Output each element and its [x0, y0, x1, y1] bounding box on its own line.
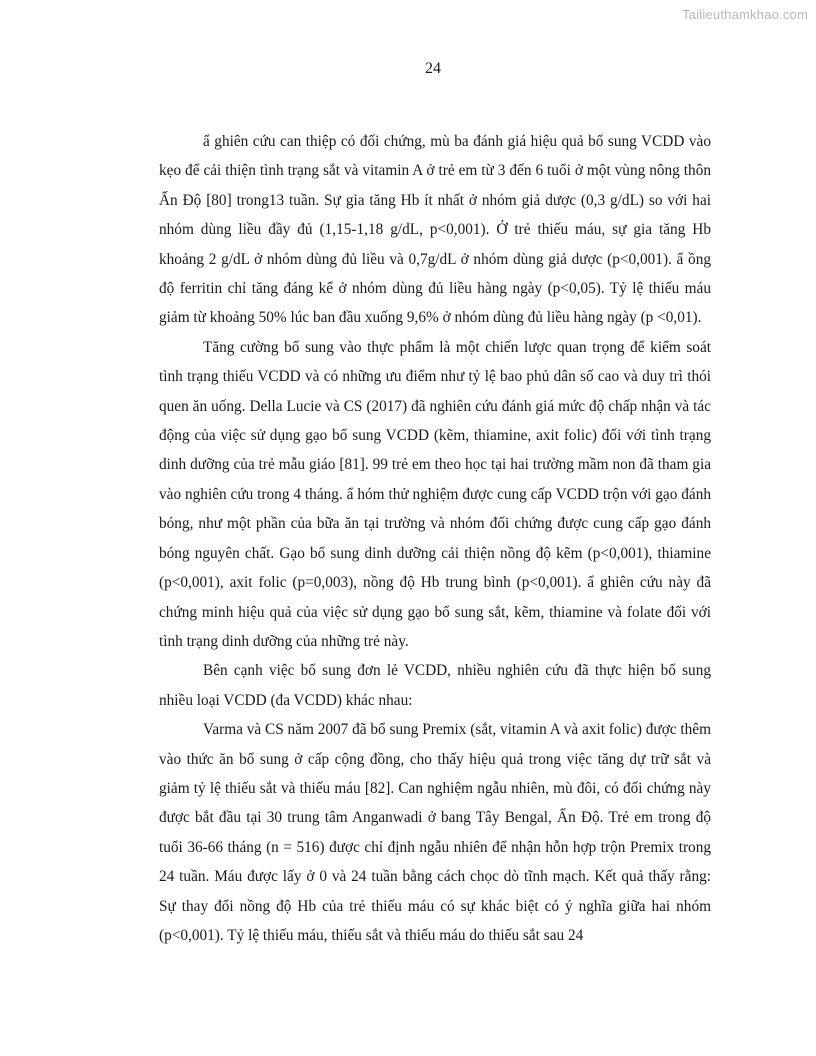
page-number: 24 [425, 60, 441, 77]
paragraph: Bên cạnh việc bổ sung đơn lẻ VCDD, nhiều nghiên cứu đã thực hiện bổ sung nhiều loại VCDD (đa VCDD) khác nhau: [159, 662, 711, 709]
paragraph: Tăng cường bổ sung vào thực phẩm là một chiến lược quan trọng để kiểm soát tình trạng thiếu VCDD và có những ưu điểm như tỷ lệ bao phủ dân số cao và duy trì thói quen ăn uống. Della Lucie và CS (2017) đã nghiên cứu đánh giá mức độ chấp nhận và tác động của việc sử dụng gạo bổ sung VCDD (kẽm, thiamine, axit folic) đối với tình trạng dinh dưỡng của trẻ mẫu giáo [81]. 99 trẻ em theo học tại hai trường mầm non đã tham gia vào nghiên cứu trong 4 tháng. ẩ hóm thử nghiệm được cung cấp VCDD trộn với gạo đánh bóng, như một phần của bữa ăn tại trường và nhóm đối chứng được cung cấp gạo đánh bóng nguyên chất. Gạo bổ sung dinh dưỡng cải thiện nồng độ kẽm (p<0,001), thiamine (p<0,001), axit folic (p=0,003), nồng độ Hb trung bình (p<0,001). ẩ ghiên cứu này đã chứng minh hiệu quả của việc sử dụng gạo bổ sung sắt, kẽm, thiamine và folate đối với tình trạng dinh dưỡng của những trẻ này. [159, 338, 711, 650]
document-body [159, 127, 711, 950]
watermark: Tailieuthamkhao.com [682, 7, 808, 22]
paragraph: ẩ ghiên cứu can thiệp có đối chứng, mù ba đánh giá hiệu quả bổ sung VCDD vào kẹo để cải thiện tình trạng sắt và vitamin A ở trẻ em từ 3 đến 6 tuổi ở một vùng nông thôn Ấn Độ [80] trong13 tuần. Sự gia tăng Hb ít nhất ở nhóm giả dược (0,3 g/dL) so với hai nhóm dùng liều đầy đủ (1,15-1,18 g/dL, p<0,001). Ở trẻ thiếu máu, sự gia tăng Hb khoảng 2 g/dL ở nhóm dùng đủ liều và 0,7g/dL ở nhóm dùng giả dược (p<0,001). ẩ ồng độ ferritin chỉ tăng đáng kể ở nhóm dùng đủ liều hàng ngày (p<0,05). Tỷ lệ thiếu máu giảm từ khoảng 50% lúc ban đầu xuống 9,6% ở nhóm dùng đủ liều hàng ngày (p <0,01). [159, 133, 711, 327]
paragraph: Varma và CS năm 2007 đã bổ sung Premix (sắt, vitamin A và axit folic) được thêm vào thức ăn bổ sung ở cấp cộng đồng, cho thấy hiệu quả trong việc tăng dự trữ sắt và giảm tỷ lệ thiếu sắt và thiếu máu [82]. Can nghiệm ngẫu nhiên, mù đôi, có đối chứng này được bắt đầu tại 30 trung tâm Anganwadi ở bang Tây Bengal, Ấn Độ. Trẻ em trong độ tuổi 36-66 tháng (n = 516) được chỉ định ngẫu nhiên để nhận hỗn hợp trộn Premix trong 24 tuần. Máu được lấy ở 0 và 24 tuần bằng cách chọc dò tĩnh mạch. Kết quả thấy rằng: Sự thay đổi nồng độ Hb của trẻ thiếu máu có sự khác biệt có ý nghĩa giữa hai nhóm (p<0,001). Tỷ lệ thiếu máu, thiếu sắt và thiếu máu do thiếu sắt sau 24 [159, 721, 711, 944]
